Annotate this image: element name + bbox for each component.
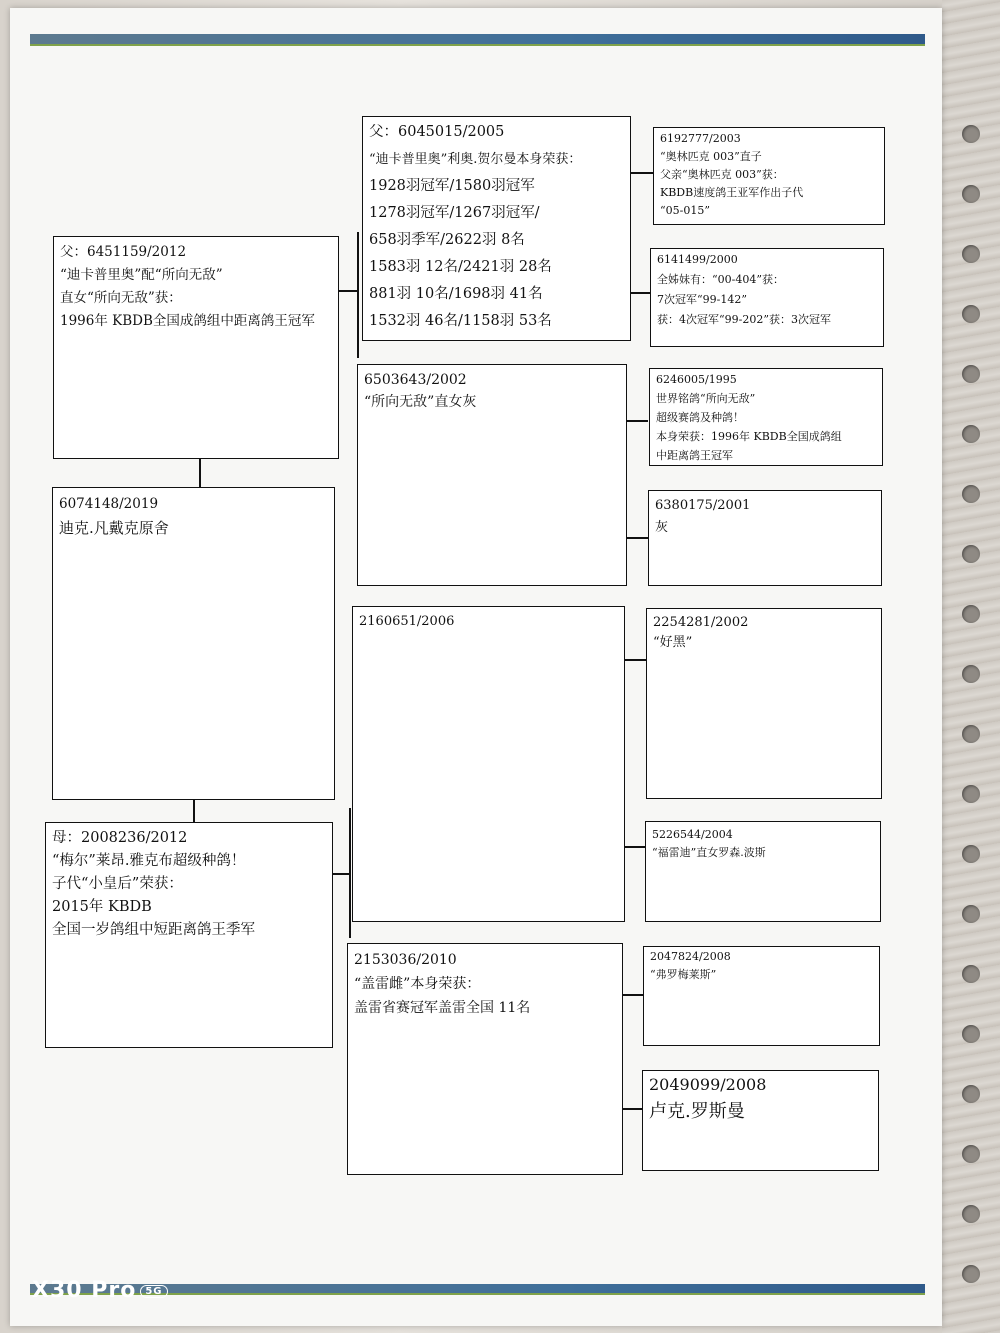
punch-hole	[962, 725, 980, 743]
connector-line	[630, 172, 654, 174]
ring-number: 6380175/2001	[655, 498, 751, 513]
connector-line	[199, 458, 201, 488]
box-line: 1928羽冠军/1580羽冠军	[369, 178, 535, 194]
box-line: “梅尔”莱昂.雅克布超级种鸽！	[52, 853, 246, 869]
connector-line	[630, 292, 650, 294]
box-line: 658羽季军/2622羽 8名	[369, 232, 525, 248]
punch-hole	[962, 605, 980, 623]
pedigree-box-dss	[646, 608, 882, 799]
connector-line	[624, 846, 646, 848]
box-line: 1583羽 12名/2421羽 28名	[369, 259, 552, 275]
ring-number: 2254281/2002	[653, 615, 749, 630]
pedigree-box-sdd	[648, 490, 882, 586]
box-line: 灰	[655, 520, 669, 535]
ring-number: 2047824/2008	[650, 950, 731, 963]
punch-hole	[962, 665, 980, 683]
connector-line	[193, 799, 195, 823]
box-line: “05-015”	[660, 204, 710, 217]
box-line: 超级赛鸽及种鸽！	[656, 411, 744, 424]
pedigree-box-sire-sire	[362, 116, 631, 341]
connector-line	[332, 873, 350, 875]
punch-hole	[962, 1085, 980, 1103]
camera-watermark	[32, 1278, 168, 1303]
header-accent	[30, 44, 925, 46]
pedigree-box-sss	[653, 127, 885, 225]
connector-line	[622, 1108, 642, 1110]
ring-number: 父：6045015/2005	[369, 124, 505, 140]
punch-hole	[962, 785, 980, 803]
ring-number: 母：2008236/2012	[52, 830, 188, 846]
pedigree-box-dam	[45, 822, 333, 1048]
camera-model: X30 Pro	[32, 1278, 137, 1303]
box-line: 卢克.罗斯曼	[649, 1101, 745, 1122]
box-line: “盖雷雌”本身荣获：	[354, 976, 481, 992]
connector-line	[349, 808, 351, 938]
pedigree-box-sire-dam	[357, 364, 627, 586]
ring-number: 6074148/2019	[59, 496, 159, 512]
punch-hole	[962, 965, 980, 983]
box-line: 世界铭鸽“所向无敌”	[656, 392, 756, 405]
punch-hole	[962, 245, 980, 263]
box-line: “弗罗梅莱斯”	[650, 968, 717, 981]
punch-hole	[962, 305, 980, 323]
ring-number: 6141499/2000	[657, 253, 738, 266]
punch-hole	[962, 545, 980, 563]
connector-line	[338, 290, 358, 292]
box-line: “福雷迪”直女罗森.波斯	[652, 846, 766, 859]
network-badge: 5G	[140, 1285, 167, 1298]
box-line: 1278羽冠军/1267羽冠军/	[369, 205, 540, 221]
box-line: “好黑”	[653, 635, 693, 650]
ring-number: 6503643/2002	[364, 372, 467, 388]
box-line: 全国一岁鸽组中短距离鸽王季军	[52, 922, 255, 938]
ring-number: 6246005/1995	[656, 373, 737, 386]
box-line: 881羽 10名/1698羽 41名	[369, 286, 543, 302]
box-line: 直女“所向无敌”获：	[60, 290, 182, 306]
box-line: “迪卡普里奥”配“所向无敌”	[60, 267, 223, 283]
ring-number: 5226544/2004	[652, 828, 733, 841]
box-line: 1532羽 46名/1158羽 53名	[369, 313, 552, 329]
box-line: 获：4次冠军“99-202”获：3次冠军	[657, 313, 831, 326]
box-line: 本身荣获：1996年 KBDB全国成鸽组	[656, 430, 842, 443]
punch-hole	[962, 1205, 980, 1223]
box-line: 7次冠军“99-142”	[657, 293, 747, 306]
ring-number: 2049099/2008	[649, 1075, 767, 1094]
box-line: 中距离鸽王冠军	[656, 449, 733, 462]
punch-hole	[962, 125, 980, 143]
punch-hole	[962, 365, 980, 383]
header-bar	[30, 34, 925, 44]
connector-line	[357, 232, 359, 358]
punch-hole	[962, 1025, 980, 1043]
punch-hole	[962, 185, 980, 203]
pedigree-box-dds	[643, 946, 880, 1046]
box-line: “所向无敌”直女灰	[364, 394, 477, 410]
punch-hole	[962, 1145, 980, 1163]
pedigree-box-ssd	[650, 248, 884, 347]
punch-hole	[962, 845, 980, 863]
ring-number: 父：6451159/2012	[60, 244, 187, 260]
box-line: 子代“小皇后”荣获：	[52, 876, 183, 892]
ring-number: 2153036/2010	[354, 952, 457, 968]
box-line: 1996年 KBDB全国成鸽组中距离鸽王冠军	[60, 313, 315, 329]
pedigree-box-dam-sire	[352, 606, 625, 922]
box-line: 父亲“奥林匹克 003”获：	[660, 168, 784, 181]
ring-number: 2160651/2006	[359, 614, 455, 629]
connector-line	[622, 994, 644, 996]
box-line: “迪卡普里奥”利奥.贺尔曼本身荣获：	[369, 152, 582, 167]
punch-hole	[962, 1265, 980, 1283]
box-line: “奥林匹克 003”直子	[660, 150, 762, 163]
box-line: 迪克.凡戴克原舍	[59, 519, 169, 537]
box-line: KBDB速度鸽王亚军作出子代	[660, 186, 804, 199]
connector-line	[626, 420, 648, 422]
pedigree-box-dam-dam	[347, 943, 623, 1175]
connector-line	[624, 659, 646, 661]
pedigree-box-pigeon	[52, 487, 335, 800]
pedigree-box-dsd	[645, 821, 881, 922]
punch-hole	[962, 425, 980, 443]
pedigree-box-sire	[53, 236, 339, 459]
ring-number: 6192777/2003	[660, 132, 741, 145]
box-line: 全姊妹有：“00-404”获：	[657, 273, 784, 286]
box-line: 盖雷省赛冠军盖雷全国 11名	[354, 1000, 531, 1016]
punch-hole	[962, 905, 980, 923]
pedigree-box-sds	[649, 368, 883, 466]
connector-line	[626, 537, 650, 539]
punch-hole	[962, 485, 980, 503]
box-line: 2015年 KBDB	[52, 899, 152, 915]
pedigree-box-ddd	[642, 1070, 879, 1171]
